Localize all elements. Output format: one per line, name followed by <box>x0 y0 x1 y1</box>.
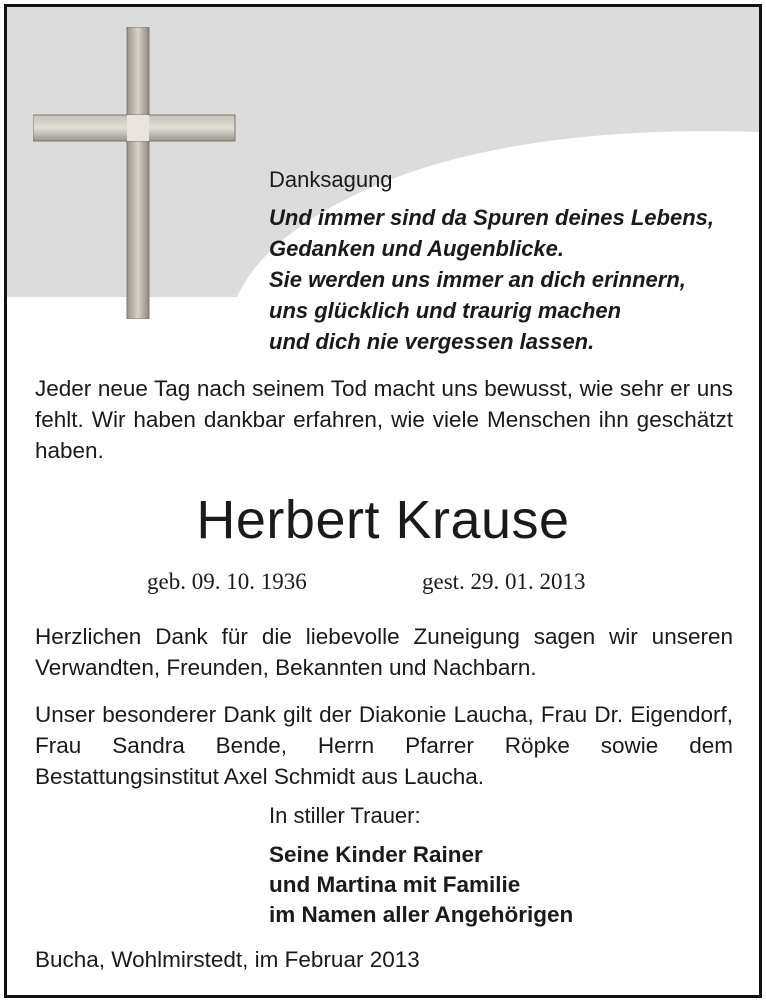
signature-line: und Martina mit Familie <box>269 872 521 897</box>
deceased-name: Herbert Krause <box>196 490 570 550</box>
poem-line: uns glücklich und traurig machen <box>269 298 622 323</box>
thanks-paragraph: Herzlichen Dank für die liebevolle Zuneigung sagen wir unseren Verwandten, Freunden, Bekannten und Nachbarn. <box>35 624 733 680</box>
poem-line: Und immer sind da Spuren deines Lebens, <box>269 205 714 230</box>
poem <box>269 202 714 357</box>
place-and-date: Bucha, Wohlmirstedt, im Februar 2013 <box>35 947 420 972</box>
cross-icon <box>33 27 243 319</box>
signature-block <box>269 840 573 930</box>
death-date: gest. 29. 01. 2013 <box>422 569 586 594</box>
intro-paragraph: Jeder neue Tag nach seinem Tod macht uns bewusst, wie sehr er uns fehlt. Wir haben dankbar erfahren, wie viele Menschen ihn geschätzt haben. <box>35 376 733 463</box>
special-thanks-paragraph: Unser besonderer Dank gilt der Diakonie Laucha, Frau Dr. Eigendorf, Frau Sandra Bende, Herrn Pfarrer Röpke sowie dem Bestattungsinstitut Axel Schmidt aus Laucha. <box>35 702 733 789</box>
mourning-line: In stiller Trauer: <box>269 803 421 828</box>
birth-date: geb. 09. 10. 1936 <box>147 569 307 594</box>
poem-line: Gedanken und Augenblicke. <box>269 236 565 261</box>
poem-line: Sie werden uns immer an dich erinnern, <box>269 267 686 292</box>
obituary-card <box>4 4 762 998</box>
poem-line: und dich nie vergessen lassen. <box>269 329 595 354</box>
heading-danksagung: Danksagung <box>269 167 393 192</box>
signature-line: Seine Kinder Rainer <box>269 842 483 867</box>
signature-line: im Namen aller Angehörigen <box>269 902 574 927</box>
